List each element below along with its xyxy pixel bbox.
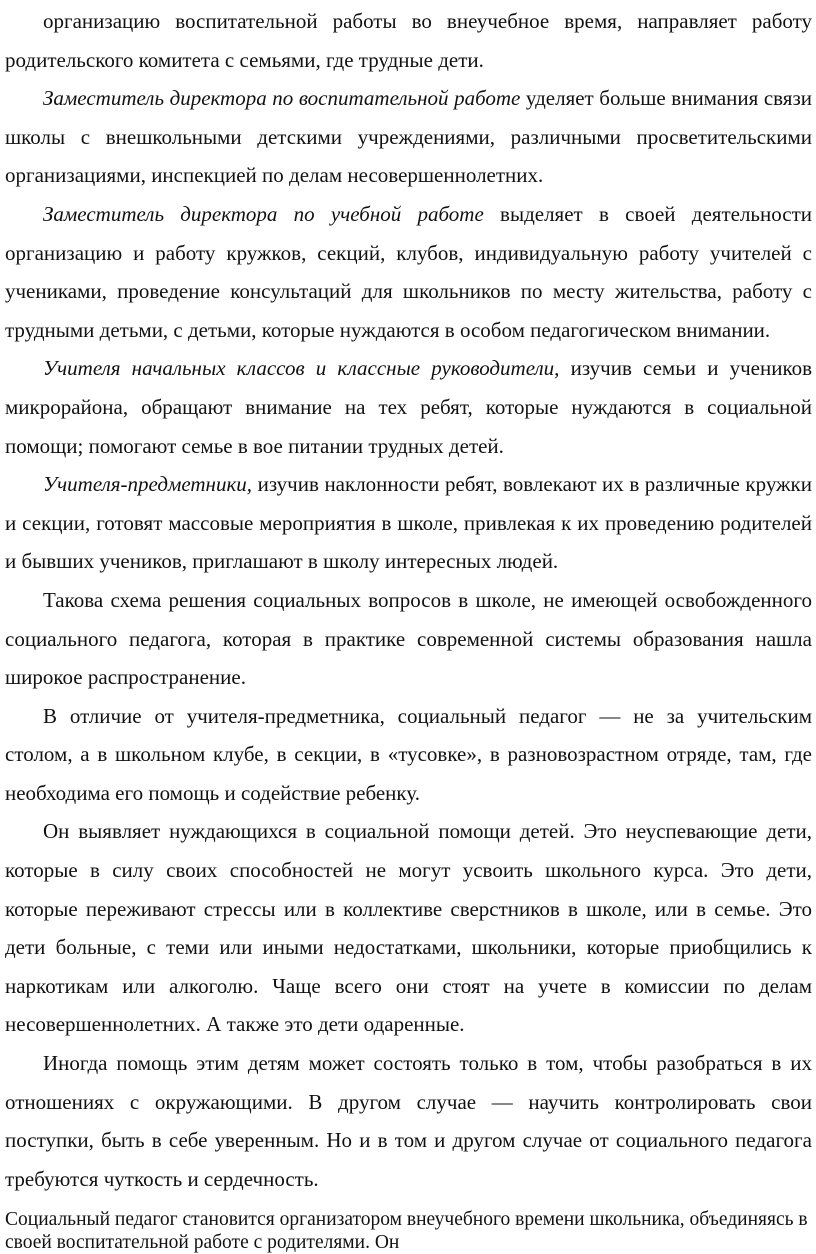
paragraph-8-text: Он выявляет нуждающихся в социальной помощи детей. Это неуспевающие дети, которые в силу своих способностей не могут усвоить школьного курса. Это дети, которые переживают стрессы или в коллективе сверстников в школе, или в семье. Это дети больные, с теми или иными недостатками, школьники, которые приобщились к наркотикам или алкоголю. Чаще всего они стоят на учете в комиссии по делам несовершеннолетних. А также это дети одаренные. [5,819,812,1037]
paragraph-6 [5,581,812,697]
paragraph-3-lead: Заместитель директора по учебной работе [43,201,484,226]
paragraph-4-lead: Учителя начальных классов и классные руководители, [43,356,560,381]
paragraph-1-text: организацию воспитательной работы во внеучебное время, направляет работу родительского комитета с семьями, где трудные дети. [5,9,812,72]
paragraph-8 [5,812,812,1044]
paragraph-7-text: В отличие от учителя-предметника, социальный педагог — не за учительским столом, а в школьном клубе, в секции, в «тусовке», в разновозрастном отряде, там, где необходима его помощь и содействие ребенку. [5,703,812,805]
paragraph-9 [5,1044,812,1198]
paragraph-2-text: уделяет больше внимания связи школы с внешкольными детскими учреждениями, различными просветительскими организациями, инспекцией по делам несовершеннолетних. [5,86,812,188]
paragraph-2-lead: Заместитель директора по воспитательной работе [43,86,521,111]
tail-paragraph: Социальный педагог становится организатором внеучебного времени школьника, объединяясь в своей воспитательной работе с родителями. Он [5,1209,808,1254]
paragraph-5-lead: Учителя-предметники, [43,472,253,497]
paragraph-5-text: изучив наклонности ребят, вовлекают их в различные кружки и секции, готовят массовые мероприятия в школе, привлекая к их проведению родителей и бывших учеников, приглашают в школу интересных людей. [5,472,812,574]
paragraph-3-text: выделяет в своей деятельности организацию и работу кружков, секций, клубов, индивидуальную работу учителей с учениками, проведение консультаций для школьников по месту жительства, работу с трудными детьми, с детьми, которые нуждаются в особом педагогическом внимании. [5,201,812,342]
paragraph-4-text: изучив семьи и учеников микрорайона, обращают внимание на тех ребят, которые нуждаются в социальной помощи; помогают семье в вое питании трудных детей. [5,356,812,458]
paragraph-4 [5,349,812,465]
paragraph-3 [5,195,812,349]
paragraph-1 [5,2,812,79]
paragraph-2 [5,79,812,195]
paragraph-7 [5,697,812,813]
paragraph-9-text: Иногда помощь этим детям может состоять только в том, чтобы разобраться в их отношениях с окружающими. В другом случае — научить контролировать свои поступки, быть в себе уверенным. Но и в том и другом случае от социального педагога требуются чуткость и сердечность. [5,1051,812,1191]
paragraph-6-text: Такова схема решения социальных вопросов в школе, не имеющей освобожденного социального педагога, которая в практике современной системы образования нашла широкое распространение. [5,587,812,690]
paragraph-5 [5,465,812,581]
